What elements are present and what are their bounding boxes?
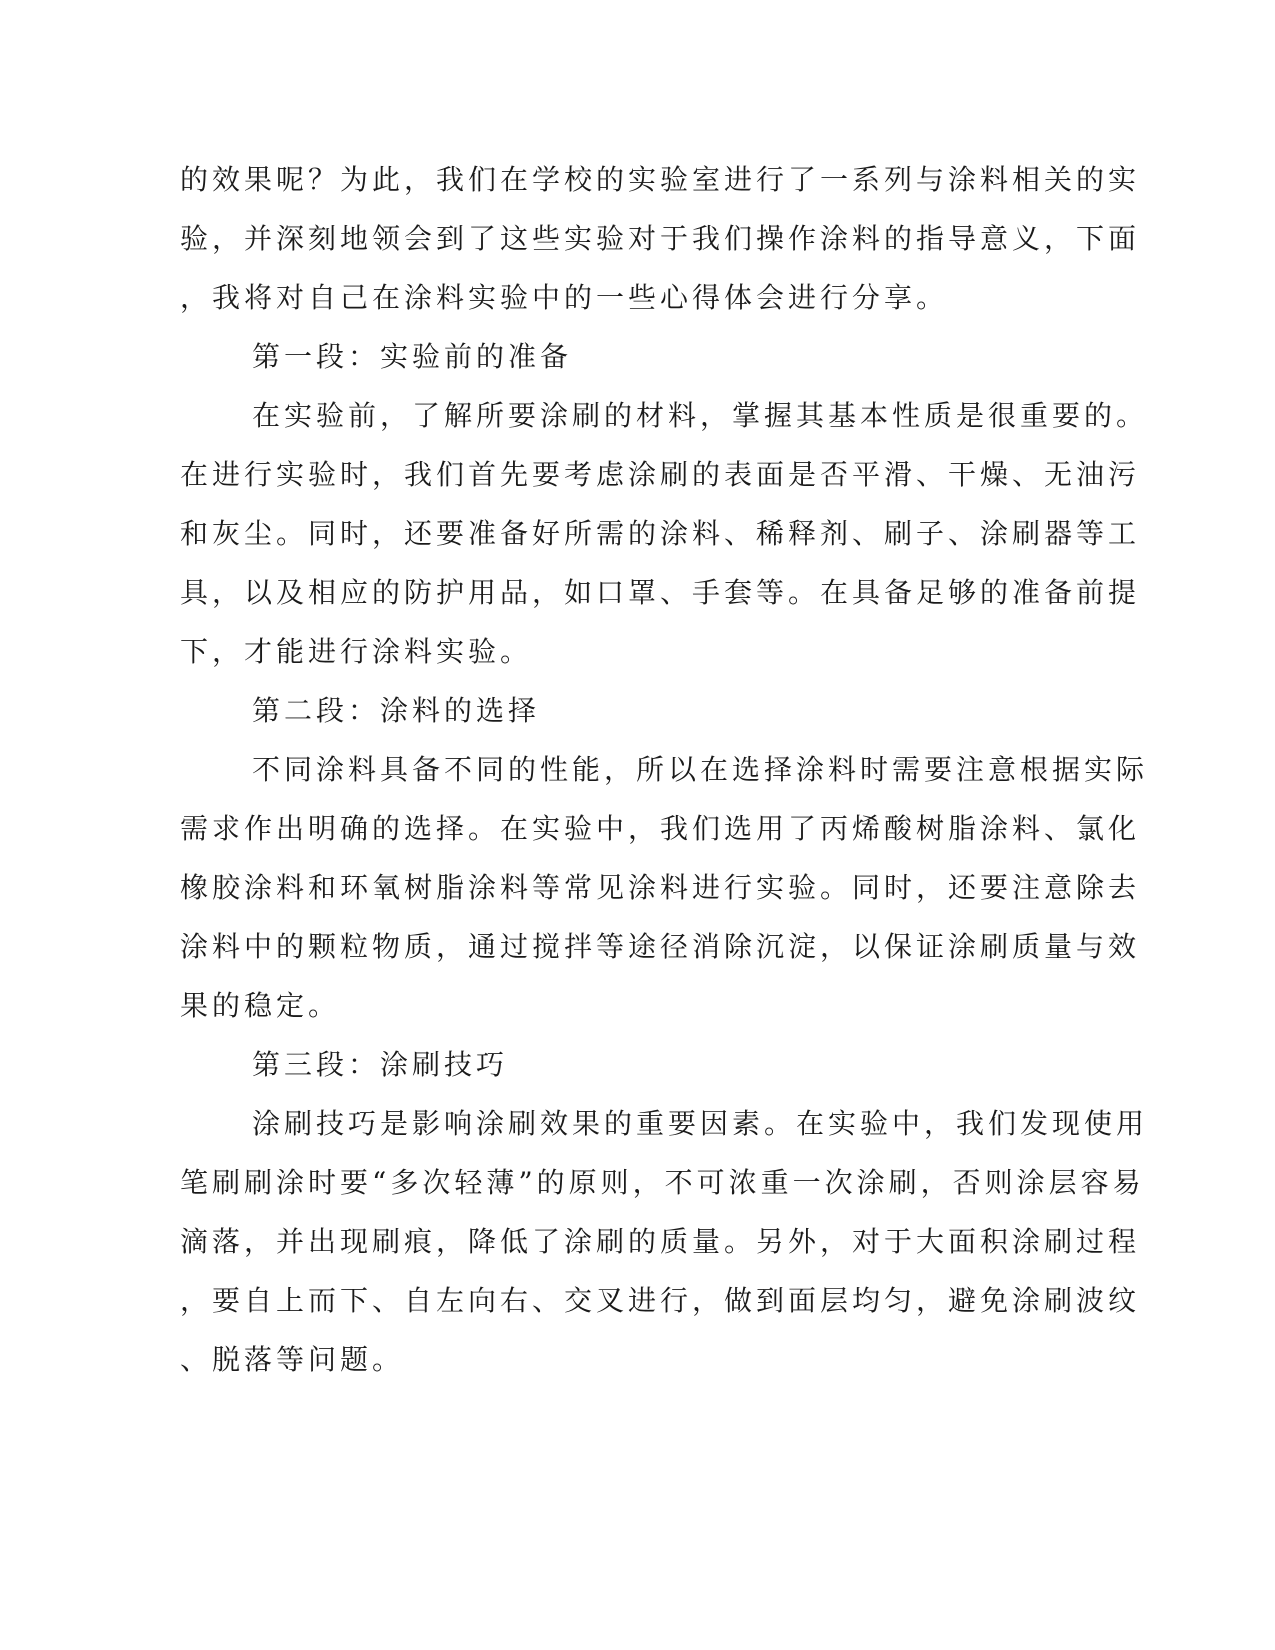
section-heading-1: 第一段：实验前的准备 — [252, 340, 573, 373]
section-heading-2: 第二段：涂料的选择 — [252, 694, 541, 727]
text-line: ，我将对自己在涂料实验中的一些心得体会进行分享。 — [180, 281, 949, 314]
text-line: 涂刷技巧是影响涂刷效果的重要因素。在实验中，我们发现使用 — [252, 1107, 1149, 1140]
text-line: 滴落，并出现刷痕，降低了涂刷的质量。另外，对于大面积涂刷过程 — [180, 1225, 1141, 1258]
text-line: 具，以及相应的防护用品，如口罩、手套等。在具备足够的准备前提 — [180, 576, 1141, 609]
text-line: 果的稳定。 — [180, 989, 341, 1022]
text-line: 和灰尘。同时，还要准备好所需的涂料、稀释剂、刷子、涂刷器等工 — [180, 517, 1141, 550]
text-line: 在进行实验时，我们首先要考虑涂刷的表面是否平滑、干燥、无油污 — [180, 458, 1141, 491]
text-line: 、脱落等问题。 — [180, 1343, 405, 1376]
text-line: 涂料中的颗粒物质，通过搅拌等途径消除沉淀，以保证涂刷质量与效 — [180, 930, 1141, 963]
text-line: 橡胶涂料和环氧树脂涂料等常见涂料进行实验。同时，还要注意除去 — [180, 871, 1141, 904]
text-line: 的效果呢？为此，我们在学校的实验室进行了一系列与涂料相关的实 — [180, 163, 1141, 196]
text-line: 不同涂料具备不同的性能，所以在选择涂料时需要注意根据实际 — [252, 753, 1149, 786]
text-line: ，要自上而下、自左向右、交叉进行，做到面层均匀，避免涂刷波纹 — [180, 1284, 1141, 1317]
text-line: 下，才能进行涂料实验。 — [180, 635, 533, 668]
section-heading-3: 第三段：涂刷技巧 — [252, 1048, 509, 1081]
text-line: 在实验前，了解所要涂刷的材料，掌握其基本性质是很重要的。 — [252, 399, 1149, 432]
text-line: 需求作出明确的选择。在实验中，我们选用了丙烯酸树脂涂料、氯化 — [180, 812, 1141, 845]
text-line: 笔刷刷涂时要“多次轻薄”的原则，不可浓重一次涂刷，否则涂层容易 — [180, 1166, 1145, 1199]
text-line: 验，并深刻地领会到了这些实验对于我们操作涂料的指导意义，下面 — [180, 222, 1141, 255]
